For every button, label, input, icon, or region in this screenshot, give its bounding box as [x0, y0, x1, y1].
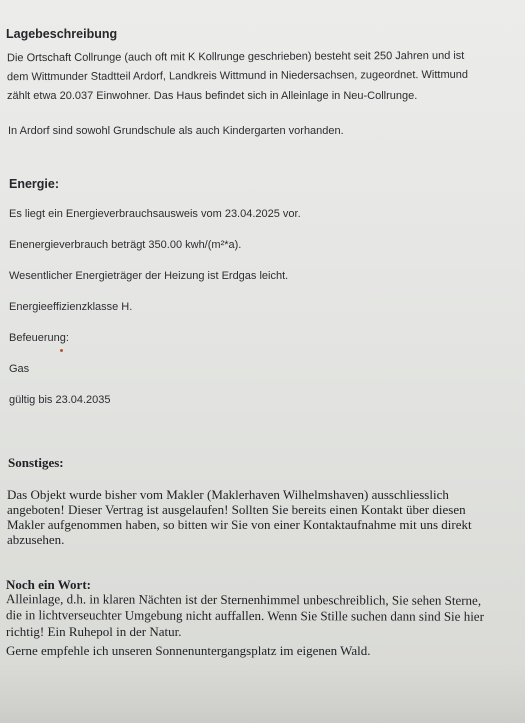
wort-line-2: die in lichtverseuchter Umgebung nicht auffallen. Wenn Sie Stille suchen dann sind Sie hier — [5, 607, 484, 624]
paper-shadow — [0, 663, 525, 723]
energie-klasse: Energieeffizienzklasse H. — [9, 301, 133, 313]
wort-line-1: Alleinlage, d.h. in klaren Nächten ist der Sternenhimmel unbeschreiblich, Sie sehen Sterne, — [5, 591, 482, 608]
wort-line-4: Gerne empfehle ich unseren Sonnenuntergangsplatz im eigenen Wald. — [6, 643, 371, 658]
befeuerung-label: Befeuerung: — [9, 332, 69, 344]
wort-heading: Noch ein Wort: — [6, 577, 91, 592]
energie-heading: Energie: — [9, 177, 60, 191]
sonstiges-line-2: angeboten! Dieser Vertrag ist ausgelaufen! Sollten Sie bereits einen Kontakt über diesen — [7, 502, 466, 517]
wort-line-3: richtig! Ein Ruhepol in der Natur. — [6, 624, 182, 639]
lage-schule: In Ardorf sind sowohl Grundschule als auch Kindergarten vorhanden. — [8, 125, 344, 137]
energie-ausweis: Es liegt ein Energieverbrauchsausweis vom 23.04.2025 vor. — [9, 208, 301, 220]
befeuerung-value: Gas — [9, 363, 30, 375]
lage-heading: Lagebeschreibung — [6, 27, 118, 41]
energie-verbrauch: Enenergieverbrauch beträgt 350.00 kwh/(m²*a). — [9, 239, 242, 251]
lage-line-3: zählt etwa 20.037 Einwohner. Das Haus befindet sich in Alleinlage in Neu-Collrunge. — [7, 90, 418, 102]
sonstiges-line-1: Das Objekt wurde bisher vom Makler (Maklerhaven Wilhelmshaven) ausschliesslich — [7, 487, 449, 502]
sonstiges-line-4: abzusehen. — [7, 532, 65, 547]
energie-traeger: Wesentlicher Energieträger der Heizung ist Erdgas leicht. — [9, 270, 289, 282]
energie-gueltig: gültig bis 23.04.2035 — [9, 394, 111, 406]
sonstiges-line-3: Makler aufgenommen haben, so bitten wir Sie von einer Kontaktaufnahme mit uns direkt — [7, 517, 472, 532]
lage-line-2: dem Wittmunder Stadtteil Ardorf, Landkreis Wittmund in Niedersachsen, zugeordnet. Wittmund — [6, 68, 469, 84]
sonstiges-heading: Sonstiges: — [8, 455, 64, 470]
ink-dot — [60, 349, 63, 352]
lage-line-1: Die Ortschaft Collrunge (auch oft mit K Kollrunge geschrieben) besteht seit 250 Jahren und ist — [6, 49, 465, 65]
